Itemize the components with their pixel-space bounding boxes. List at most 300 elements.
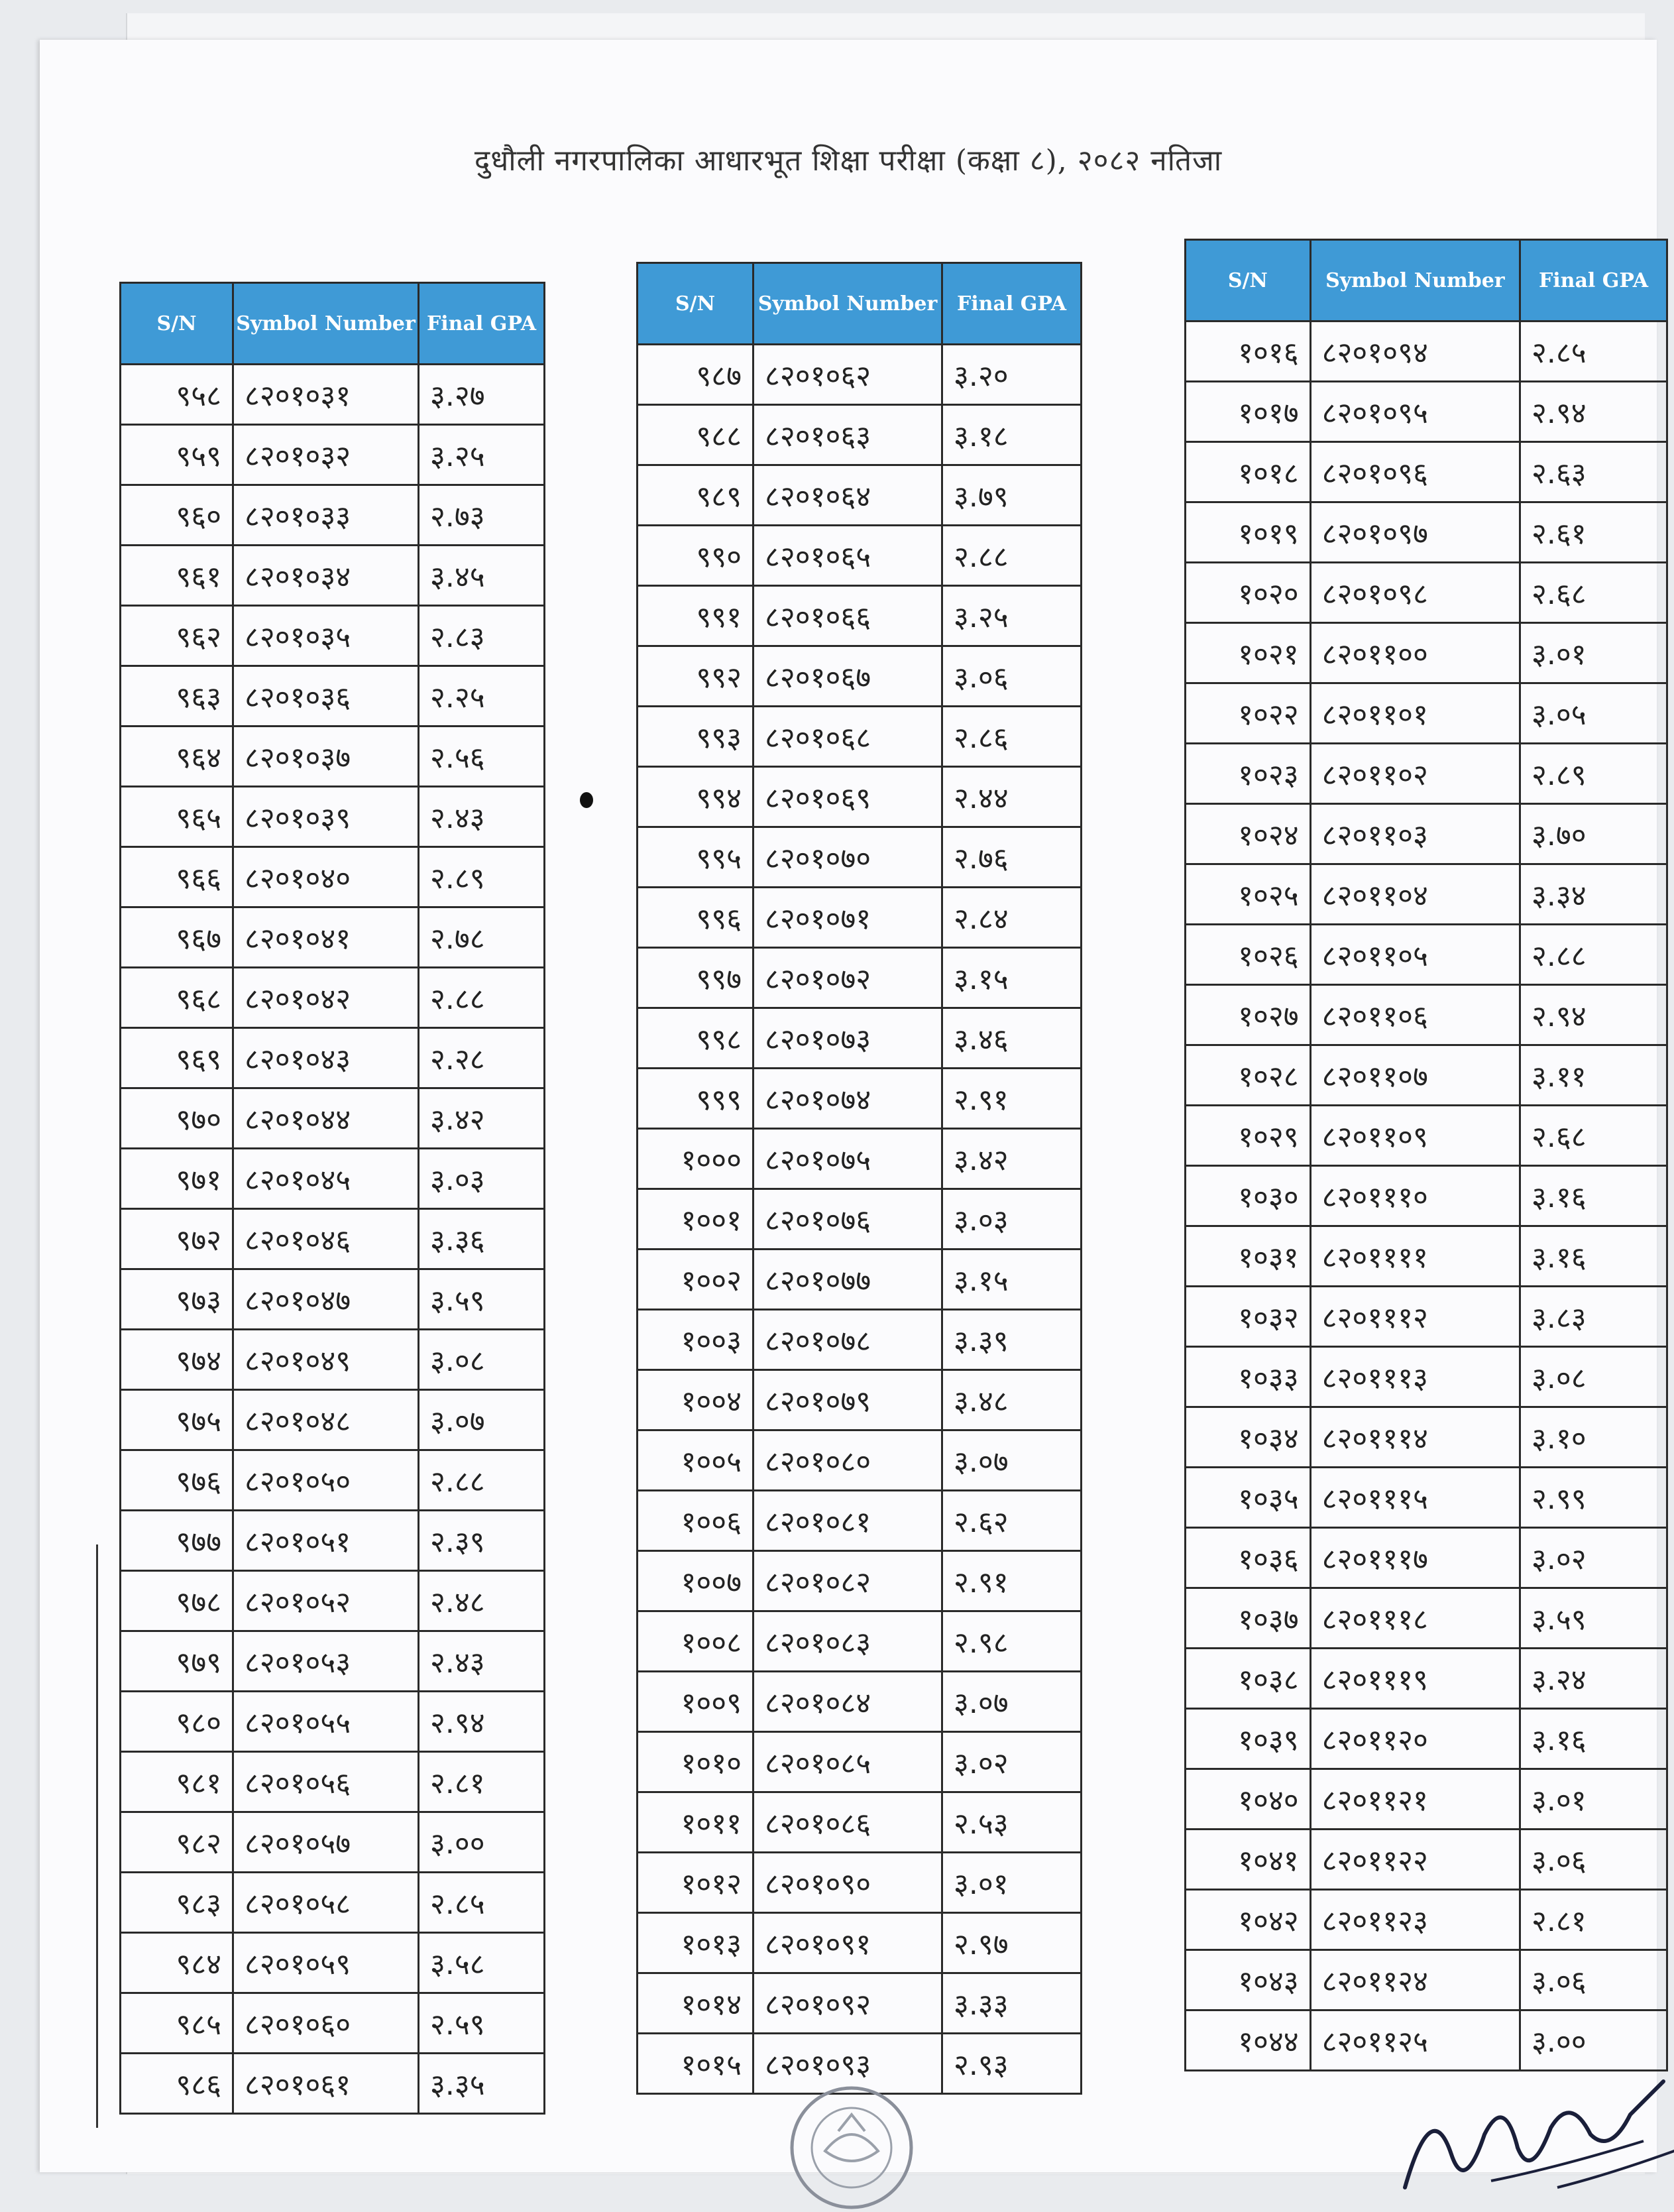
cell-final-gpa: २.९८ <box>942 1611 1082 1672</box>
cell-symbol-number: ८२०१११२ <box>1310 1287 1520 1347</box>
table-row <box>1186 442 1667 502</box>
cell-sn: ९६३ <box>121 666 233 727</box>
table-row <box>638 1551 1082 1611</box>
cell-symbol-number: ८२०१०६० <box>233 1993 419 2054</box>
table-row <box>121 425 545 485</box>
table-row <box>121 666 545 727</box>
header-sn: S/N <box>121 283 233 365</box>
cell-sn: १०४१ <box>1186 1830 1311 1890</box>
table-row <box>121 365 545 425</box>
cell-final-gpa: ३.४२ <box>942 1129 1082 1189</box>
cell-symbol-number: ८२०१०९८ <box>1310 563 1520 623</box>
table-row <box>1186 1287 1667 1347</box>
cell-sn: ९५८ <box>121 365 233 425</box>
cell-final-gpa: ३.०७ <box>942 1672 1082 1732</box>
cell-symbol-number: ८२०१०५८ <box>233 1873 419 1933</box>
cell-symbol-number: ८२०१०४९ <box>233 1330 419 1390</box>
table-row <box>638 526 1082 586</box>
cell-symbol-number: ८२०१०९२ <box>753 1973 942 2034</box>
cell-final-gpa: २.९९ <box>1520 1468 1667 1528</box>
cell-sn: ९७३ <box>121 1269 233 1330</box>
cell-final-gpa: २.९३ <box>942 2034 1082 2094</box>
cell-sn: ९६९ <box>121 1028 233 1088</box>
cell-sn: १०१८ <box>1186 442 1311 502</box>
cell-symbol-number: ८२०१०७४ <box>753 1069 942 1129</box>
cell-sn: ९६४ <box>121 727 233 787</box>
cell-sn: ९९२ <box>638 646 753 707</box>
cell-sn: १०१७ <box>1186 382 1311 442</box>
cell-symbol-number: ८२०१०५० <box>233 1450 419 1511</box>
cell-symbol-number: ८२०१०४२ <box>233 968 419 1028</box>
cell-symbol-number: ८२०१०५१ <box>233 1511 419 1571</box>
cell-final-gpa: २.५३ <box>942 1792 1082 1853</box>
table-row <box>1186 804 1667 864</box>
cell-symbol-number: ८२०१०७५ <box>753 1129 942 1189</box>
table-row <box>121 968 545 1028</box>
cell-symbol-number: ८२०१०७६ <box>753 1189 942 1250</box>
cell-symbol-number: ८२०१०९३ <box>753 2034 942 2094</box>
cell-final-gpa: २.९१ <box>942 1551 1082 1611</box>
table-row <box>121 727 545 787</box>
cell-final-gpa: २.३९ <box>419 1511 545 1571</box>
cell-symbol-number: ८२०१०५६ <box>233 1752 419 1812</box>
cell-symbol-number: ८२०१०६३ <box>753 405 942 465</box>
table-row <box>638 1370 1082 1430</box>
cell-sn: ९९७ <box>638 948 753 1008</box>
cell-sn: १०४३ <box>1186 1950 1311 2010</box>
table-row <box>638 465 1082 526</box>
cell-final-gpa: ३.४२ <box>419 1088 545 1149</box>
table-row <box>1186 502 1667 563</box>
cell-symbol-number: ८२०१०४३ <box>233 1028 419 1088</box>
table-row <box>1186 1769 1667 1830</box>
cell-final-gpa: २.६८ <box>1520 1106 1667 1166</box>
cell-final-gpa: ३.०६ <box>1520 1830 1667 1890</box>
cell-sn: १००६ <box>638 1491 753 1551</box>
table-row <box>121 1631 545 1692</box>
cell-final-gpa: ३.२५ <box>419 425 545 485</box>
cell-sn: १०१२ <box>638 1853 753 1913</box>
cell-final-gpa: ३.५९ <box>1520 1588 1667 1649</box>
office-seal-stamp <box>775 2078 928 2211</box>
cell-sn: १०३९ <box>1186 1709 1311 1769</box>
table-row <box>121 1088 545 1149</box>
cell-symbol-number: ८२०११०४ <box>1310 864 1520 925</box>
cell-sn: १०२५ <box>1186 864 1311 925</box>
cell-sn: १०१५ <box>638 2034 753 2094</box>
cell-sn: १०२९ <box>1186 1106 1311 1166</box>
cell-final-gpa: ३.०० <box>1520 2010 1667 2071</box>
table-row <box>1186 744 1667 804</box>
cell-sn: १०१० <box>638 1732 753 1792</box>
cell-final-gpa: ३.४८ <box>942 1370 1082 1430</box>
cell-symbol-number: ८२०११०१ <box>1310 683 1520 744</box>
table-row <box>121 1330 545 1390</box>
table-row <box>121 2054 545 2114</box>
table-row <box>121 1933 545 1993</box>
cell-sn: ९९९ <box>638 1069 753 1129</box>
cell-symbol-number: ८२०१०३२ <box>233 425 419 485</box>
cell-symbol-number: ८२०१०५५ <box>233 1692 419 1752</box>
cell-symbol-number: ८२०१०९० <box>753 1853 942 1913</box>
margin-line <box>96 1544 98 2128</box>
header-final-gpa: Final GPA <box>419 283 545 365</box>
cell-final-gpa: २.८५ <box>419 1873 545 1933</box>
cell-sn: ९८८ <box>638 405 753 465</box>
table-row <box>638 1491 1082 1551</box>
cell-sn: १०४० <box>1186 1769 1311 1830</box>
table-row <box>1186 1588 1667 1649</box>
table-row <box>1186 382 1667 442</box>
cell-symbol-number: ८२०१०८५ <box>753 1732 942 1792</box>
cell-symbol-number: ८२०१११३ <box>1310 1347 1520 1407</box>
cell-final-gpa: २.६१ <box>1520 502 1667 563</box>
table-row <box>638 1129 1082 1189</box>
cell-symbol-number: ८२०११०७ <box>1310 1045 1520 1106</box>
cell-sn: ९६५ <box>121 787 233 847</box>
cell-symbol-number: ८२०१०७० <box>753 827 942 888</box>
cell-symbol-number: ८२०१०५७ <box>233 1812 419 1873</box>
table-row <box>1186 1106 1667 1166</box>
cell-symbol-number: ८२०१०३३ <box>233 485 419 546</box>
table-row <box>1186 563 1667 623</box>
table-row <box>638 1792 1082 1853</box>
cell-sn: १०३८ <box>1186 1649 1311 1709</box>
cell-final-gpa: २.८४ <box>942 888 1082 948</box>
cell-sn: १०३७ <box>1186 1588 1311 1649</box>
cell-sn: ९७० <box>121 1088 233 1149</box>
table-row <box>1186 1890 1667 1950</box>
table-row <box>121 1571 545 1631</box>
cell-symbol-number: ८२०१०४७ <box>233 1269 419 1330</box>
cell-symbol-number: ८२०१०६१ <box>233 2054 419 2114</box>
cell-sn: ९६१ <box>121 546 233 606</box>
cell-sn: १०३० <box>1186 1166 1311 1226</box>
cell-sn: ९६७ <box>121 907 233 968</box>
cell-symbol-number: ८२०१०६८ <box>753 707 942 767</box>
cell-sn: १०४४ <box>1186 2010 1311 2071</box>
cell-final-gpa: ३.०२ <box>942 1732 1082 1792</box>
cell-sn: १०२१ <box>1186 623 1311 683</box>
cell-symbol-number: ८२०१०९१ <box>753 1913 942 1973</box>
table-row <box>121 606 545 666</box>
table-row <box>1186 1226 1667 1287</box>
table-row <box>638 948 1082 1008</box>
cell-final-gpa: ३.३४ <box>1520 864 1667 925</box>
cell-symbol-number: ८२०१०५२ <box>233 1571 419 1631</box>
cell-symbol-number: ८२०१०८० <box>753 1430 942 1491</box>
cell-sn: १०१४ <box>638 1973 753 2034</box>
cell-final-gpa: ३.७९ <box>942 465 1082 526</box>
cell-final-gpa: २.८१ <box>419 1752 545 1812</box>
cell-final-gpa: ३.०१ <box>942 1853 1082 1913</box>
table-row <box>638 345 1082 405</box>
cell-final-gpa: २.९१ <box>942 1069 1082 1129</box>
cell-sn: ९९१ <box>638 586 753 646</box>
cell-final-gpa: २.५६ <box>419 727 545 787</box>
cell-symbol-number: ८२०१०४४ <box>233 1088 419 1149</box>
cell-symbol-number: ८२०१०४० <box>233 847 419 907</box>
cell-sn: १००४ <box>638 1370 753 1430</box>
table-row <box>638 1973 1082 2034</box>
cell-symbol-number: ८२०११२५ <box>1310 2010 1520 2071</box>
cell-symbol-number: ८२०११०० <box>1310 623 1520 683</box>
cell-symbol-number: ८२०१०६६ <box>753 586 942 646</box>
cell-symbol-number: ८२०११०५ <box>1310 925 1520 985</box>
cell-final-gpa: ३.२५ <box>942 586 1082 646</box>
cell-symbol-number: ८२०११०९ <box>1310 1106 1520 1166</box>
cell-final-gpa: २.४४ <box>942 767 1082 827</box>
cell-final-gpa: २.२५ <box>419 666 545 727</box>
cell-symbol-number: ८२०१०९४ <box>1310 321 1520 382</box>
cell-symbol-number: ८२०१०४६ <box>233 1209 419 1269</box>
cell-sn: १०१३ <box>638 1913 753 1973</box>
cell-sn: ९८१ <box>121 1752 233 1812</box>
table-row <box>638 827 1082 888</box>
table-row <box>121 1752 545 1812</box>
cell-final-gpa: ३.०३ <box>419 1149 545 1209</box>
cell-final-gpa: ३.२४ <box>1520 1649 1667 1709</box>
cell-final-gpa: ३.०१ <box>1520 623 1667 683</box>
cell-symbol-number: ८२०११०६ <box>1310 985 1520 1045</box>
cell-final-gpa: २.८८ <box>942 526 1082 586</box>
cell-sn: १०३१ <box>1186 1226 1311 1287</box>
cell-sn: १०३३ <box>1186 1347 1311 1407</box>
cell-final-gpa: २.८९ <box>1520 744 1667 804</box>
table-row <box>1186 1950 1667 2010</box>
cell-symbol-number: ८२०१०६५ <box>753 526 942 586</box>
cell-sn: ९९० <box>638 526 753 586</box>
cell-final-gpa: २.९४ <box>1520 382 1667 442</box>
cell-symbol-number: ८२०१०३५ <box>233 606 419 666</box>
cell-sn: ९७६ <box>121 1450 233 1511</box>
cell-final-gpa: ३.११ <box>1520 1045 1667 1106</box>
cell-sn: १०२७ <box>1186 985 1311 1045</box>
cell-final-gpa: ३.३६ <box>419 1209 545 1269</box>
cell-symbol-number: ८२०१०८२ <box>753 1551 942 1611</box>
cell-symbol-number: ८२०११०३ <box>1310 804 1520 864</box>
cell-symbol-number: ८२०१०३६ <box>233 666 419 727</box>
table-row <box>121 1390 545 1450</box>
cell-symbol-number: ८२०१११८ <box>1310 1588 1520 1649</box>
cell-sn: ९९३ <box>638 707 753 767</box>
cell-final-gpa: २.७८ <box>419 907 545 968</box>
cell-symbol-number: ८२०१०८४ <box>753 1672 942 1732</box>
cell-final-gpa: २.४३ <box>419 1631 545 1692</box>
cell-final-gpa: ३.०६ <box>942 646 1082 707</box>
table-row <box>638 707 1082 767</box>
cell-final-gpa: ३.०३ <box>942 1189 1082 1250</box>
cell-sn: ९८० <box>121 1692 233 1752</box>
cell-symbol-number: ८२०११२३ <box>1310 1890 1520 1950</box>
cell-symbol-number: ८२०१०४१ <box>233 907 419 968</box>
cell-final-gpa: २.४८ <box>419 1571 545 1631</box>
cell-symbol-number: ८२०१०७८ <box>753 1310 942 1370</box>
header-symbol-number: Symbol Number <box>753 263 942 345</box>
cell-sn: १०४२ <box>1186 1890 1311 1950</box>
cell-sn: ९७७ <box>121 1511 233 1571</box>
cell-sn: १०१६ <box>1186 321 1311 382</box>
cell-symbol-number: ८२०१०८३ <box>753 1611 942 1672</box>
cell-symbol-number: ८२०१०७९ <box>753 1370 942 1430</box>
table-row <box>121 1209 545 1269</box>
cell-final-gpa: २.८६ <box>942 707 1082 767</box>
header-sn: S/N <box>638 263 753 345</box>
cell-sn: १००२ <box>638 1250 753 1310</box>
cell-symbol-number: ८२०११०२ <box>1310 744 1520 804</box>
cell-sn: ९५९ <box>121 425 233 485</box>
cell-sn: ९८६ <box>121 2054 233 2114</box>
table-row <box>638 1310 1082 1370</box>
cell-symbol-number: ८२०१०३९ <box>233 787 419 847</box>
cell-sn: ९८३ <box>121 1873 233 1933</box>
cell-final-gpa: ३.०१ <box>1520 1769 1667 1830</box>
table-row <box>1186 864 1667 925</box>
table-row <box>121 787 545 847</box>
cell-sn: १०१९ <box>1186 502 1311 563</box>
cell-final-gpa: ३.४६ <box>942 1008 1082 1069</box>
cell-symbol-number: ८२०११२२ <box>1310 1830 1520 1890</box>
cell-sn: ९८४ <box>121 1933 233 1993</box>
cell-final-gpa: ३.०७ <box>942 1430 1082 1491</box>
table-row <box>1186 1045 1667 1106</box>
cell-symbol-number: ८२०१०८६ <box>753 1792 942 1853</box>
header-final-gpa: Final GPA <box>1520 240 1667 321</box>
cell-symbol-number: ८२०१०७१ <box>753 888 942 948</box>
cell-symbol-number: ८२०१११५ <box>1310 1468 1520 1528</box>
table-row <box>1186 1468 1667 1528</box>
cell-symbol-number: ८२०१०५३ <box>233 1631 419 1692</box>
cell-final-gpa: ३.०८ <box>419 1330 545 1390</box>
cell-symbol-number: ८२०१११७ <box>1310 1528 1520 1588</box>
cell-sn: १०२२ <box>1186 683 1311 744</box>
cell-sn: ९८५ <box>121 1993 233 2054</box>
table-row <box>1186 925 1667 985</box>
table-row <box>121 1873 545 1933</box>
cell-symbol-number: ८२०१०३४ <box>233 546 419 606</box>
table-row <box>121 546 545 606</box>
cell-final-gpa: २.९४ <box>419 1692 545 1752</box>
table-row <box>121 1028 545 1088</box>
table-row <box>1186 1709 1667 1769</box>
cell-sn: ९६६ <box>121 847 233 907</box>
ink-dot <box>580 792 593 808</box>
cell-final-gpa: ३.१० <box>1520 1407 1667 1468</box>
cell-sn: ९९८ <box>638 1008 753 1069</box>
cell-final-gpa: २.४३ <box>419 787 545 847</box>
cell-sn: १०२६ <box>1186 925 1311 985</box>
cell-sn: १००३ <box>638 1310 753 1370</box>
cell-sn: १००० <box>638 1129 753 1189</box>
cell-symbol-number: ८२०१०७३ <box>753 1008 942 1069</box>
document-page <box>40 40 1657 2172</box>
cell-sn: ९९५ <box>638 827 753 888</box>
cell-final-gpa: ३.३५ <box>419 2054 545 2114</box>
cell-sn: १०२३ <box>1186 744 1311 804</box>
table-row <box>638 646 1082 707</box>
cell-symbol-number: ८२०१११४ <box>1310 1407 1520 1468</box>
cell-sn: १००७ <box>638 1551 753 1611</box>
cell-final-gpa: ३.०० <box>419 1812 545 1873</box>
cell-final-gpa: २.५९ <box>419 1993 545 2054</box>
cell-final-gpa: ३.१५ <box>942 948 1082 1008</box>
cell-symbol-number: ८२०११२१ <box>1310 1769 1520 1830</box>
cell-sn: ९७४ <box>121 1330 233 1390</box>
table-row <box>1186 623 1667 683</box>
cell-symbol-number: ८२०१०३१ <box>233 365 419 425</box>
cell-symbol-number: ८२०१०६२ <box>753 345 942 405</box>
cell-final-gpa: २.६२ <box>942 1491 1082 1551</box>
cell-sn: ९७१ <box>121 1149 233 1209</box>
table-row <box>1186 683 1667 744</box>
cell-symbol-number: ८२०१०३७ <box>233 727 419 787</box>
cell-final-gpa: २.९४ <box>1520 985 1667 1045</box>
table-row <box>1186 321 1667 382</box>
cell-symbol-number: ८२०११२० <box>1310 1709 1520 1769</box>
page-title: दुधौली नगरपालिका आधारभूत शिक्षा परीक्षा (कक्षा ८), २०८२ नतिजा <box>474 144 1223 178</box>
cell-final-gpa: ३.०६ <box>1520 1950 1667 2010</box>
cell-sn: १००१ <box>638 1189 753 1250</box>
cell-final-gpa: ३.१६ <box>1520 1226 1667 1287</box>
cell-sn: ९८७ <box>638 345 753 405</box>
cell-symbol-number: ८२०१०९५ <box>1310 382 1520 442</box>
table-row <box>638 1189 1082 1250</box>
table-row <box>121 1149 545 1209</box>
table-row <box>638 1913 1082 1973</box>
table-row <box>1186 1830 1667 1890</box>
table-row <box>638 405 1082 465</box>
cell-final-gpa: ३.८३ <box>1520 1287 1667 1347</box>
table-row <box>1186 1407 1667 1468</box>
cell-sn: १०२४ <box>1186 804 1311 864</box>
cell-symbol-number: ८२०१०५९ <box>233 1933 419 1993</box>
cell-final-gpa: ३.३९ <box>942 1310 1082 1370</box>
table-row <box>1186 985 1667 1045</box>
cell-sn: ९९६ <box>638 888 753 948</box>
table-row <box>121 1993 545 2054</box>
cell-final-gpa: ३.४५ <box>419 546 545 606</box>
cell-final-gpa: ३.७० <box>1520 804 1667 864</box>
cell-sn: ९८९ <box>638 465 753 526</box>
table-row <box>638 1430 1082 1491</box>
cell-symbol-number: ८२०१०९७ <box>1310 502 1520 563</box>
table-row <box>638 1069 1082 1129</box>
results-table-2 <box>636 262 1082 2095</box>
cell-final-gpa: ३.१८ <box>942 405 1082 465</box>
cell-sn: १००९ <box>638 1672 753 1732</box>
table-row <box>121 1450 545 1511</box>
cell-sn: १०३५ <box>1186 1468 1311 1528</box>
header-final-gpa: Final GPA <box>942 263 1082 345</box>
cell-final-gpa: ३.१६ <box>1520 1166 1667 1226</box>
table-row <box>1186 1166 1667 1226</box>
header-sn: S/N <box>1186 240 1311 321</box>
inspector-signature <box>1392 2055 1674 2212</box>
table-row <box>1186 1649 1667 1709</box>
cell-final-gpa: २.६८ <box>1520 563 1667 623</box>
table-row <box>121 1511 545 1571</box>
table-row <box>638 1672 1082 1732</box>
table-row <box>638 888 1082 948</box>
cell-final-gpa: ३.५९ <box>419 1269 545 1330</box>
cell-final-gpa: २.८३ <box>419 606 545 666</box>
table-row <box>121 485 545 546</box>
cell-final-gpa: २.८९ <box>419 847 545 907</box>
cell-symbol-number: ८२०१०६९ <box>753 767 942 827</box>
cell-sn: ९७२ <box>121 1209 233 1269</box>
table-row <box>638 1732 1082 1792</box>
header-symbol-number: Symbol Number <box>233 283 419 365</box>
